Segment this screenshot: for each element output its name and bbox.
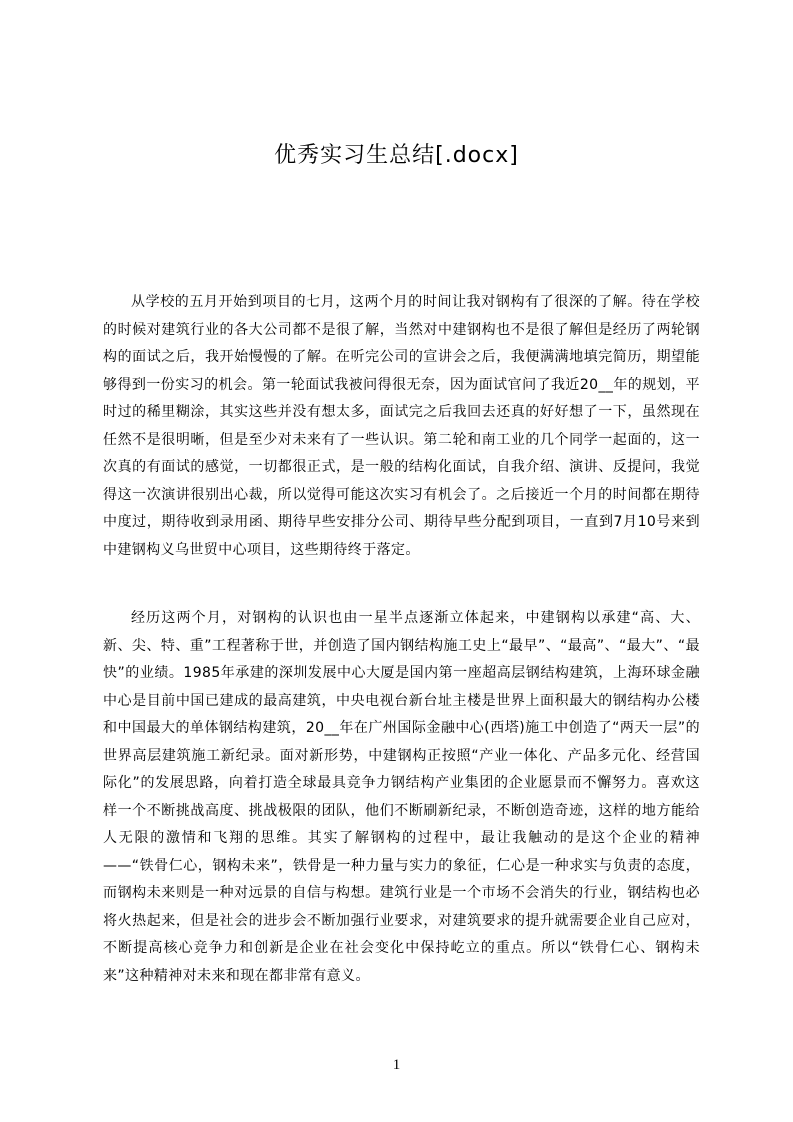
- paragraph-1: 从学校的五月开始到项目的七月，这两个月的时间让我对钢构有了很深的了解。待在学校的时候对建筑行业的各大公司都不是很了解，当然对中建钢构也不是很了解但是经历了两轮钢构的面试之后，我开始慢慢的了解。在听完公司的宣讲会之后，我便满满地填完简历，期望能够得到一份实习的机会。第一轮面试我被问得很无奈，因为面试官问了我近20__年的规划，平时过的稀里糊涂，其实这些并没有想太多，面试完之后我回去还真的好好想了一下，虽然现在任然不是很明晰，但是至少对未来有了一些认识。第二轮和南工业的几个同学一起面的，这一次真的有面试的感觉，一切都很正式，是一般的结构化面试，自我介绍、演讲、反提问，我觉得这一次演讲很别出心裁，所以觉得可能这次实习有机会了。之后接近一个月的时间都在期待中度过，期待收到录用函、期待早些安排分公司、期待早些分配到项目，一直到7月10号来到中建钢构义乌世贸中心项目，这些期待终于落定。: [103, 294, 700, 558]
- document-title: 优秀实习生总结[.docx]: [274, 143, 519, 168]
- page-number: 1: [392, 1057, 401, 1073]
- paragraph-2: 经历这两个月，对钢构的认识也由一星半点逐渐立体起来，中建钢构以承建“高、大、新、尖、特、重”工程著称于世，并创造了国内钢结构施工史上“最早”、“最高”、“最大”、“最快”的业绩。1985年承建的深圳发展中心大厦是国内第一座超高层钢结构建筑，上海环球金融中心是目前中国已建成的最高建筑，中央电视台新台址主楼是世界上面积最大的钢结构办公楼和中国最大的单体钢结构建筑，20__年在广州国际金融中心(西塔)施工中创造了“两天一层”的世界高层建筑施工新纪录。面对新形势，中建钢构正按照“产业一体化、产品多元化、经营国际化”的发展思路，向着打造全球最具竞争力钢结构产业集团的企业愿景而不懈努力。喜欢这样一个不断挑战高度、挑战极限的团队，他们不断刷新纪录，不断创造奇迹，这样的地方能给人无限的激情和飞翔的思维。其实了解钢构的过程中，最让我触动的是这个企业的精神——“铁骨仁心，钢构未来”，铁骨是一种力量与实力的象征，仁心是一种求实与负责的态度，而钢构未来则是一种对远景的自信与构想。建筑行业是一个市场不会消失的行业，钢结构也必将火热起来，但是社会的进步会不断加强行业要求，对建筑要求的提升就需要企业自己应对，不断提高核心竞争力和创新是企业在社会变化中保持屹立的重点。所以“铁骨仁心、钢构未来”这种精神对未来和现在都非常有意义。: [103, 610, 700, 984]
